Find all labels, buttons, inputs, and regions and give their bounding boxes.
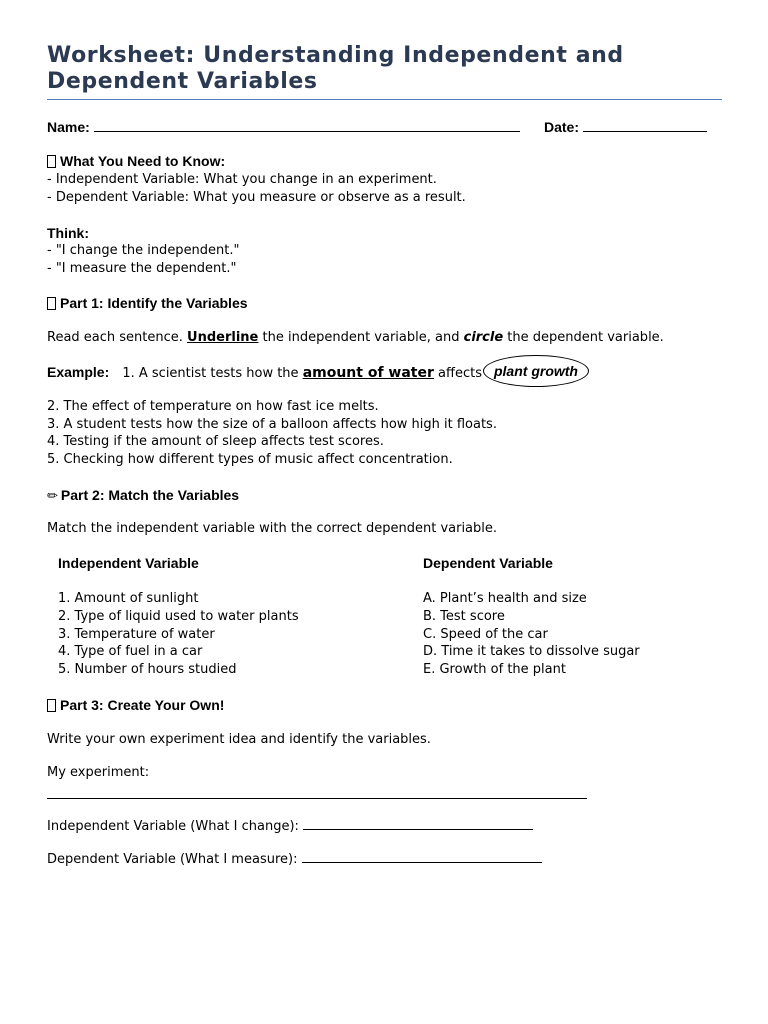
- know-heading: What You Need to Know:: [47, 152, 225, 170]
- independent-label: Independent Variable (What I change):: [47, 819, 304, 834]
- missing-glyph-icon: [47, 699, 56, 712]
- right-item: E. Growth of the plant: [423, 662, 566, 677]
- part1-item: 2. The effect of temperature on how fast ice melts.: [47, 399, 379, 414]
- dependent-blank[interactable]: [302, 850, 542, 863]
- example-circled: plant growth: [483, 355, 589, 387]
- left-item: 4. Type of fuel in a car: [58, 644, 203, 659]
- example-text-b: affects: [433, 366, 482, 381]
- page-title: Worksheet: Understanding Independent and Dependent Variables: [47, 43, 624, 94]
- right-item: C. Speed of the car: [423, 627, 548, 642]
- left-item: 3. Temperature of water: [58, 627, 215, 642]
- example-label: Example:: [47, 364, 110, 380]
- part1-item: 4. Testing if the amount of sleep affects test scores.: [47, 434, 384, 449]
- part1-item: 5. Checking how different types of music affect concentration.: [47, 452, 453, 467]
- right-item: A. Plant’s health and size: [423, 591, 587, 606]
- left-item: 1. Amount of sunlight: [58, 591, 199, 606]
- missing-glyph-icon: [47, 297, 56, 310]
- know-line: - Independent Variable: What you change in an experiment.: [47, 172, 437, 187]
- col-left-heading: Independent Variable: [58, 555, 199, 571]
- dependent-label: Dependent Variable (What I measure):: [47, 852, 302, 867]
- part3-heading: Part 3: Create Your Own!: [47, 696, 224, 714]
- think-line: - "I change the independent.": [47, 243, 240, 258]
- circle-word: circle: [463, 330, 504, 345]
- left-item: 5. Number of hours studied: [58, 662, 237, 677]
- date-label: Date:: [544, 119, 580, 135]
- independent-blank[interactable]: [303, 817, 533, 830]
- col-right-heading: Dependent Variable: [423, 555, 553, 571]
- part1-heading: Part 1: Identify the Variables: [47, 294, 248, 312]
- part1-instructions: Read each sentence. Underline the independent variable, and circle the dependent variable.: [47, 330, 664, 345]
- part1-item: 3. A student tests how the size of a balloon affects how high it floats.: [47, 417, 497, 432]
- part2-heading: ✏ Part 2: Match the Variables: [47, 487, 240, 504]
- name-date-row: [47, 118, 520, 136]
- part2-instructions: Match the independent variable with the correct dependent variable.: [47, 521, 498, 536]
- example-text-a: 1. A scientist tests how the: [122, 366, 303, 381]
- experiment-label: My experiment:: [47, 765, 150, 780]
- underline-word: Underline: [187, 330, 259, 345]
- think-heading: Think:: [47, 225, 89, 241]
- know-line: - Dependent Variable: What you measure or observe as a result.: [47, 190, 466, 205]
- dependent-row: [47, 850, 542, 869]
- pencil-icon: ✏: [47, 489, 58, 504]
- date-blank[interactable]: [583, 119, 707, 132]
- part3-instructions: Write your own experiment idea and identify the variables.: [47, 732, 431, 747]
- independent-row: [47, 817, 533, 836]
- date-row: [544, 118, 707, 136]
- right-item: B. Test score: [423, 609, 505, 624]
- right-item: D. Time it takes to dissolve sugar: [423, 644, 640, 659]
- left-item: 2. Type of liquid used to water plants: [58, 609, 299, 624]
- name-blank[interactable]: [94, 119, 520, 132]
- name-label: Name:: [47, 119, 90, 135]
- title-divider: [47, 99, 722, 100]
- example-row: [47, 356, 589, 388]
- example-underlined: amount of water: [302, 365, 434, 381]
- experiment-blank[interactable]: [47, 784, 587, 803]
- think-line: - "I measure the dependent.": [47, 261, 237, 276]
- missing-glyph-icon: [47, 155, 56, 168]
